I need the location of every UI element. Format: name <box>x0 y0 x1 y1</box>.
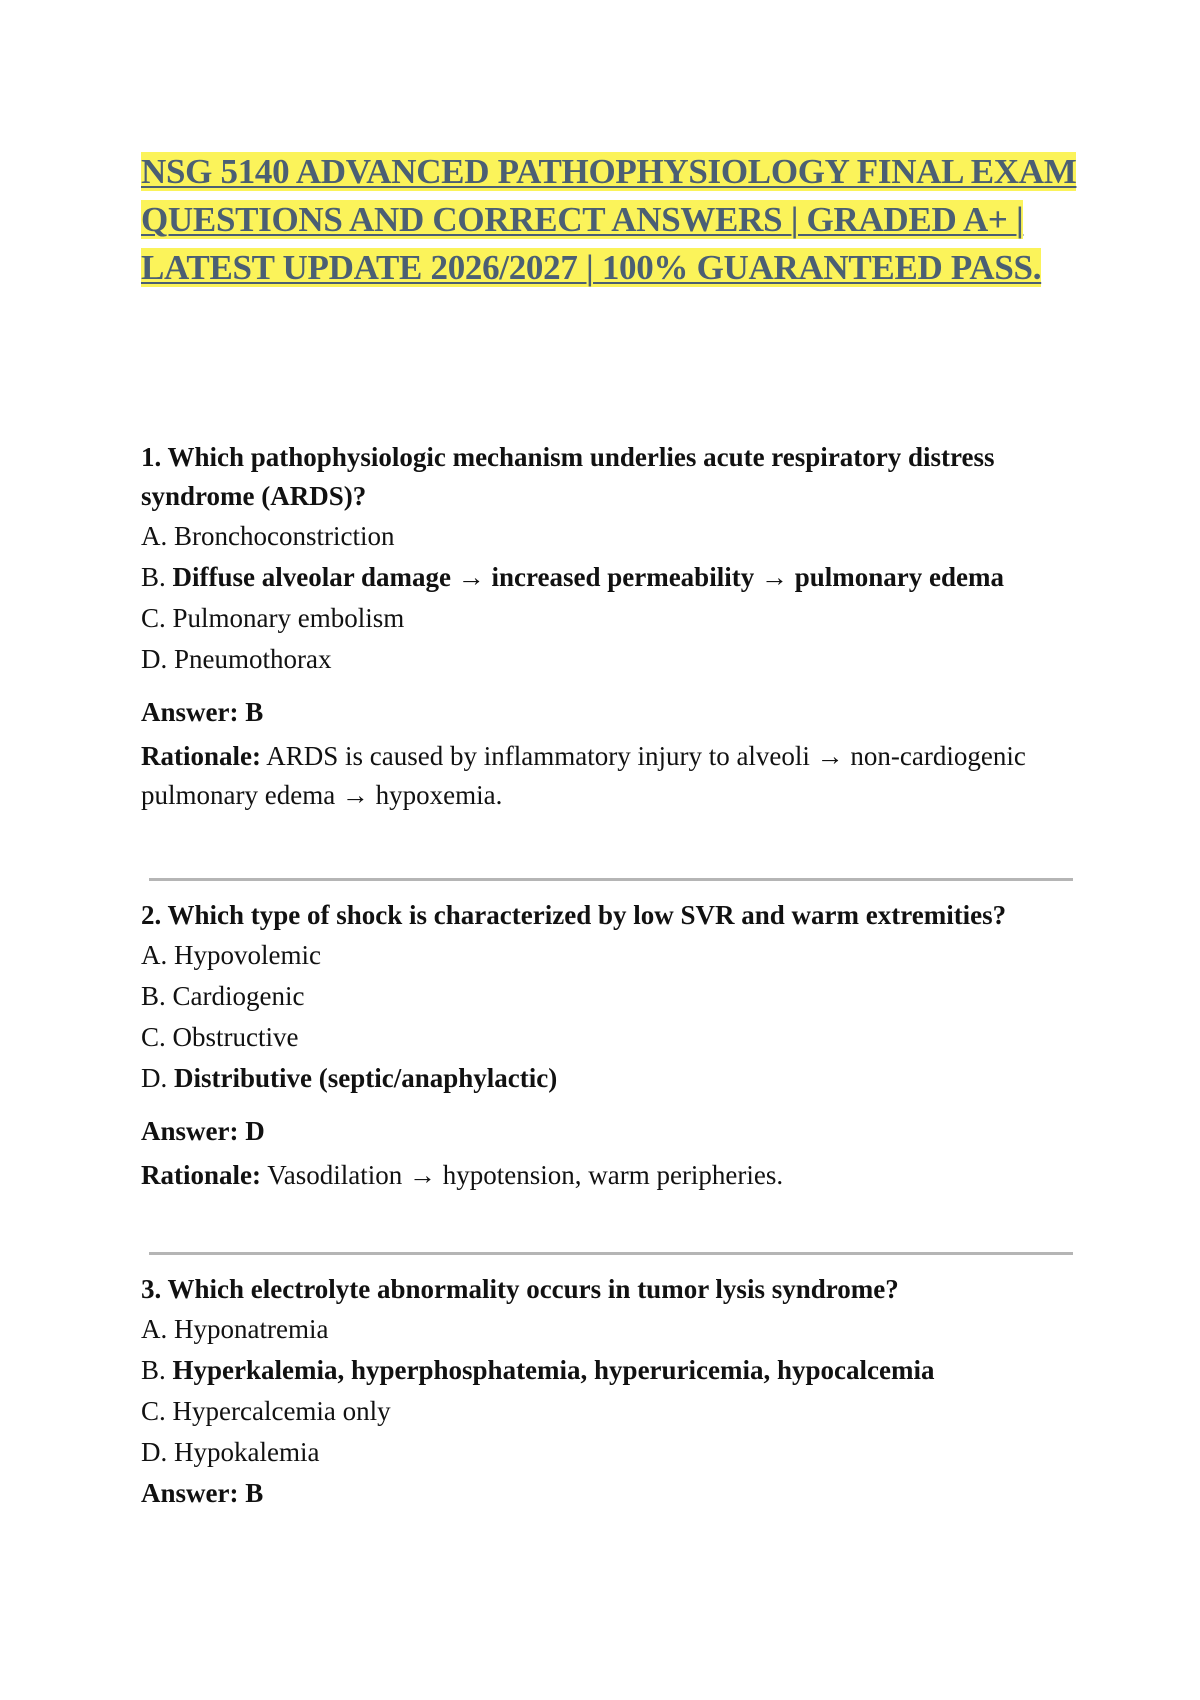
option-text: Hyponatremia <box>174 1314 329 1344</box>
option-d <box>141 639 1081 680</box>
separator-line <box>149 1252 1073 1255</box>
option-letter: A. <box>141 940 168 970</box>
question-block-1 <box>141 438 1081 815</box>
rationale-label: Rationale: <box>141 741 261 771</box>
option-b <box>141 976 1081 1017</box>
option-c <box>141 598 1081 639</box>
option-text: Hypovolemic <box>174 940 321 970</box>
question-text: 1. Which pathophysiologic mechanism underlies acute respiratory distress syndrome (ARDS)? <box>141 442 995 511</box>
option-letter: B. <box>141 981 166 1011</box>
option-a <box>141 935 1081 976</box>
rationale-text: ARDS is caused by inflammatory injury to alveoli → non-cardiogenic pulmonary edema → hypoxemia. <box>141 741 1026 810</box>
option-text: Hypercalcemia only <box>172 1396 391 1426</box>
question-block-2 <box>141 896 1081 1195</box>
rationale-label: Rationale: <box>141 1160 261 1190</box>
title-highlight: NSG 5140 ADVANCED PATHOPHYSIOLOGY FINAL EXAM QUESTIONS AND CORRECT ANSWERS | GRADED A+ | LATEST UPDATE 2026/2027 | 100% GUARANTEED PASS. <box>141 152 1077 287</box>
option-text: Cardiogenic <box>172 981 305 1011</box>
document-page <box>141 148 1081 1508</box>
option-letter: B. <box>141 1355 166 1385</box>
option-text: Bronchoconstriction <box>174 521 395 551</box>
answer-line: Answer: D <box>141 1116 265 1146</box>
option-text: Hyperkalemia, hyperphosphatemia, hyperuricemia, hypocalcemia <box>172 1355 935 1385</box>
option-a <box>141 516 1081 557</box>
option-text: Obstructive <box>172 1022 299 1052</box>
answer-line: Answer: B <box>141 697 264 727</box>
option-c <box>141 1017 1081 1058</box>
question-text: 3. Which electrolyte abnormality occurs in tumor lysis syndrome? <box>141 1274 899 1304</box>
option-c <box>141 1391 1081 1432</box>
option-letter: D. <box>141 644 168 674</box>
option-letter: D. <box>141 1437 168 1467</box>
option-text: Pneumothorax <box>174 644 332 674</box>
option-b <box>141 557 1081 598</box>
rationale <box>141 737 1081 815</box>
option-letter: C. <box>141 1396 166 1426</box>
option-d <box>141 1432 1081 1473</box>
document-title <box>141 148 1081 292</box>
rationale <box>141 1156 1081 1195</box>
option-text: Distributive (septic/anaphylactic) <box>174 1063 558 1093</box>
rationale-text: Vasodilation → hypotension, warm peripheries. <box>267 1160 784 1190</box>
option-letter: A. <box>141 1314 168 1344</box>
answer-line: Answer: B <box>141 1478 264 1508</box>
option-a <box>141 1309 1081 1350</box>
option-d <box>141 1058 1081 1099</box>
question-text: 2. Which type of shock is characterized by low SVR and warm extremities? <box>141 900 1007 930</box>
option-b <box>141 1350 1081 1391</box>
option-letter: D. <box>141 1063 168 1093</box>
option-letter: C. <box>141 603 166 633</box>
option-text: Diffuse alveolar damage → increased permeability → pulmonary edema <box>172 562 1004 592</box>
question-block-3 <box>141 1270 1081 1514</box>
separator-line <box>149 878 1073 881</box>
option-letter: B. <box>141 562 166 592</box>
option-text: Hypokalemia <box>174 1437 320 1467</box>
option-letter: C. <box>141 1022 166 1052</box>
option-text: Pulmonary embolism <box>172 603 405 633</box>
option-letter: A. <box>141 521 168 551</box>
